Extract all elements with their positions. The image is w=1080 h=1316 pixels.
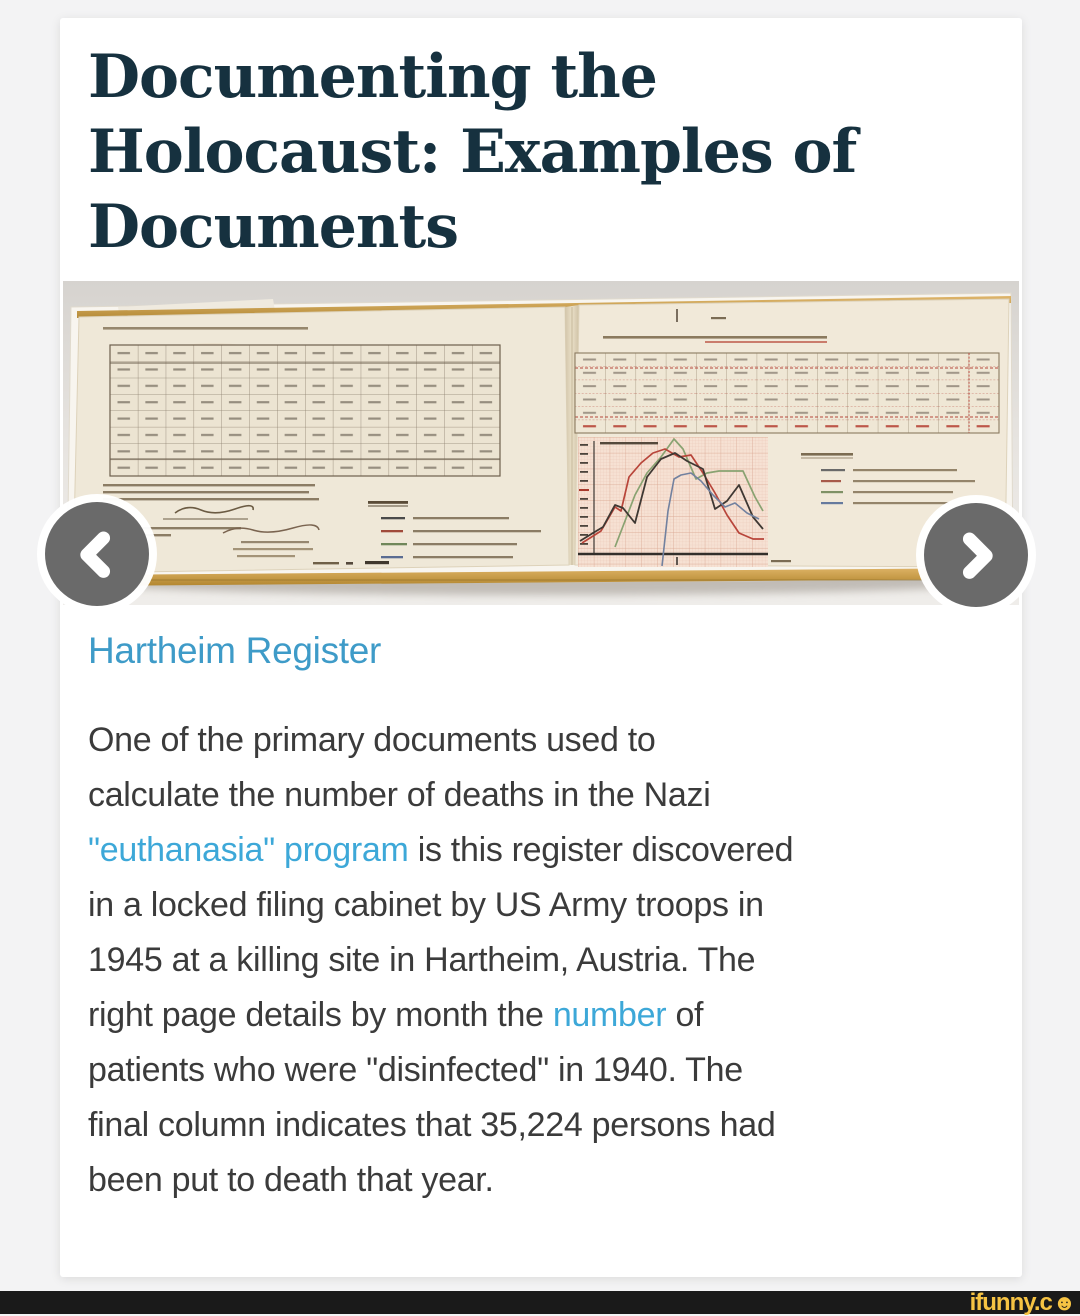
text-segment: been put to death that year. (88, 1161, 494, 1199)
paragraph-line (88, 988, 994, 1043)
text-segment: is this register discovered (408, 831, 794, 869)
watermark-bar (0, 1291, 1080, 1314)
article-paragraph (88, 713, 994, 1208)
paragraph-line (88, 823, 994, 878)
register-photo (63, 281, 1019, 605)
text-segment: One of the primary documents used to (88, 721, 656, 759)
paragraph-line (88, 768, 994, 823)
page-title (88, 40, 994, 265)
carousel-next-button[interactable] (924, 503, 1028, 607)
title-line: Holocaust: Examples of (88, 117, 857, 187)
abb-1-label (771, 560, 791, 562)
text-segment: calculate the number of deaths in the Nazi (88, 776, 711, 814)
text-segment: in a locked filing cabinet by US Army troops in (88, 886, 764, 924)
ifunny-brand-text: ifunny.c (969, 1289, 1052, 1316)
paragraph-line (88, 1043, 994, 1098)
title-line: Documents (88, 192, 458, 262)
paragraph-line (88, 713, 994, 768)
text-segment: final column indicates that 35,224 persons had (88, 1106, 776, 1144)
summe-row (575, 419, 999, 433)
chevron-right-icon (947, 526, 1005, 584)
paragraph-line (88, 1153, 994, 1208)
caption-link[interactable]: Hartheim Register (88, 630, 382, 671)
smiley-icon: ☻ (1052, 1290, 1075, 1315)
chevron-left-icon (68, 525, 126, 583)
text-segment: 1945 at a killing site in Hartheim, Austria. The (88, 941, 756, 979)
image-carousel (63, 281, 1019, 605)
text-segment: patients who were "disinfected" in 1940. The (88, 1051, 743, 1089)
inline-link[interactable]: number (552, 996, 667, 1034)
carousel-prev-button[interactable] (45, 502, 149, 606)
hand-drawn-graph (578, 437, 768, 567)
ifunny-logo (970, 1291, 1080, 1314)
paragraph-line (88, 933, 994, 988)
left-page (73, 307, 569, 573)
paragraph-line (88, 1098, 994, 1153)
text-segment: right page details by month the (88, 996, 553, 1034)
paragraph-line (88, 878, 994, 933)
inline-link[interactable]: "euthanasia" program (88, 831, 409, 869)
text-segment: of (666, 996, 704, 1034)
title-line: Documenting the (88, 42, 657, 112)
article-card (60, 18, 1022, 1277)
